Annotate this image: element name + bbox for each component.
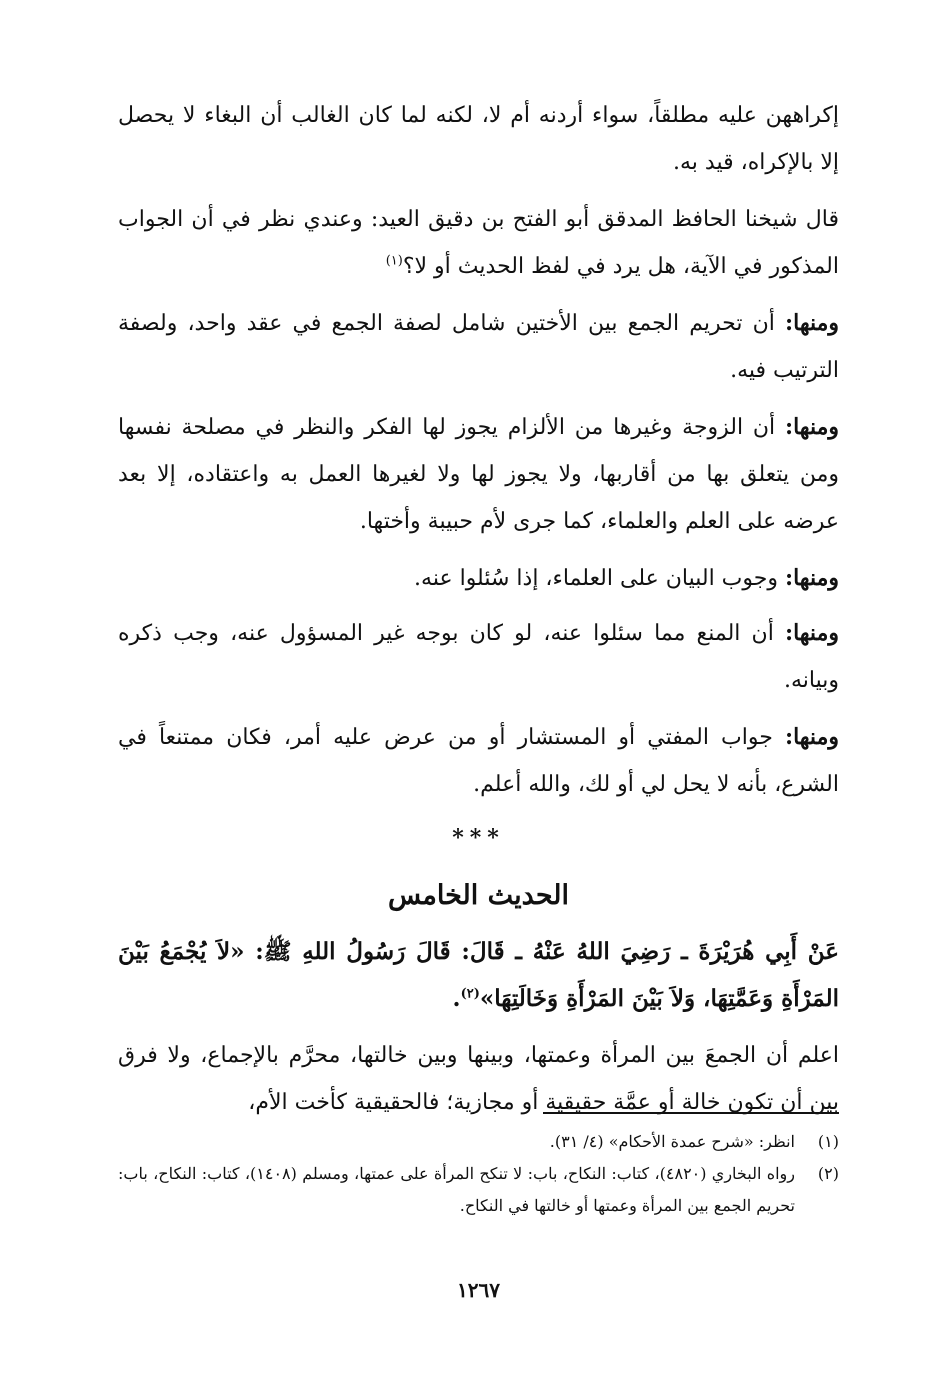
commentary-paragraph: اعلم أن الجمعَ بين المرأة وعمتها، وبينها وبين خالتها، محرَّم بالإجماع، ولا فرق بين أن تكون خالة أو عمَّة حقيقية أو مجازية؛ فالحقيقية كأخت الأم، <box>118 1043 839 1115</box>
paragraph-2 <box>118 196 839 290</box>
paragraph-6-text: أن المنع مما سئلوا عنه، لو كان بوجه غير المسؤول عنه، وجب ذكره وبيانه. <box>118 621 839 693</box>
footnote-ref-2[interactable]: (٢) <box>460 986 480 1002</box>
paragraph-5-text: وجوب البيان على العلماء، إذا سُئلوا عنه. <box>414 566 778 591</box>
footnote-2-text: رواه البخاري (٤٨٢٠)، كتاب: النكاح، باب: لا تنكح المرأة على عمتها، ومسلم (١٤٠٨)، كتاب: النكاح، باب: تحريم الجمع بين المرأة وعمتها أو خالتها في النكاح. <box>118 1164 796 1215</box>
footnote-1-text: انظر: «شرح عمدة الأحكام» (٤/ ٣١). <box>549 1132 795 1151</box>
paragraph-5-lead: ومنها: <box>784 565 839 591</box>
footnote-1-number: (١) <box>817 1132 839 1151</box>
paragraph-3-lead: ومنها: <box>785 310 840 336</box>
hadith-text <box>118 928 839 1022</box>
hadith-body: عَنْ أَبِي هُرَيْرَةَ ـ رَضِيَ اللهُ عَنْهُ ـ قَالَ: قَالَ رَسُولُ اللهِ ﷺ: «لاَ يُجْمَعُ بَيْنَ المَرْأَةِ وَعَمَّتِهَا، وَلاَ بَيْنَ المَرْأَةِ وَخَالَتِهَا» <box>118 938 839 1012</box>
paragraph-6-lead: ومنها: <box>784 620 839 646</box>
paragraph-4-text: أن الزوجة وغيرها من الألزام يجوز لها الفكر والنظر في مصلحة نفسها ومن يتعلق بها من أقاربها، ولا يجوز لها ولا لغيرها العمل به واعتقاده، إلا بعد عرضه على العلم والعلماء، كما جرى لأم حبيبة وأختها. <box>118 415 839 534</box>
page-number: ١٢٦٧ <box>457 1278 500 1302</box>
paragraph-6 <box>118 610 839 704</box>
hadith-end: . <box>452 985 461 1012</box>
paragraph-7 <box>118 714 839 808</box>
section-heading: الحديث الخامس <box>387 880 570 911</box>
paragraph-2-text: قال شيخنا الحافظ المدقق أبو الفتح بن دقيق العيد: وعندي نظر في أن الجواب المذكور في الآية، هل يرد في لفظ الحديث أو لا؟ <box>118 207 839 279</box>
paragraph-4 <box>118 404 839 545</box>
paragraph-4-lead: ومنها: <box>784 414 839 440</box>
page-content <box>118 92 839 1383</box>
paragraph-3 <box>118 300 839 394</box>
footnote-2-number: (٢) <box>817 1164 839 1183</box>
paragraph-5 <box>118 555 839 602</box>
section-separator: *** <box>452 825 505 851</box>
footnote-2 <box>118 1158 839 1222</box>
paragraph-1 <box>118 92 839 186</box>
paragraph-1-text: إكراههن عليه مطلقاً، سواء أردنه أم لا، لكنه لما كان الغالب أن البغاء لا يحصل إلا بالإكراه، قيد به. <box>118 103 839 175</box>
paragraph-3-text: أن تحريم الجمع بين الأختين شامل لصفة الجمع في عقد واحد، ولصفة الترتيب فيه. <box>118 311 839 383</box>
paragraph-7-lead: ومنها: <box>784 724 839 750</box>
footnotes <box>118 1126 839 1222</box>
footnote-divider <box>543 1112 839 1114</box>
footnote-ref-1[interactable]: (١) <box>385 253 403 269</box>
paragraph-7-text: جواب المفتي أو المستشار أو من عرض عليه أمر، فكان ممتنعاً في الشرع، بأنه لا يحل لي أو لك، والله أعلم. <box>118 725 839 797</box>
footnote-1 <box>118 1126 839 1158</box>
